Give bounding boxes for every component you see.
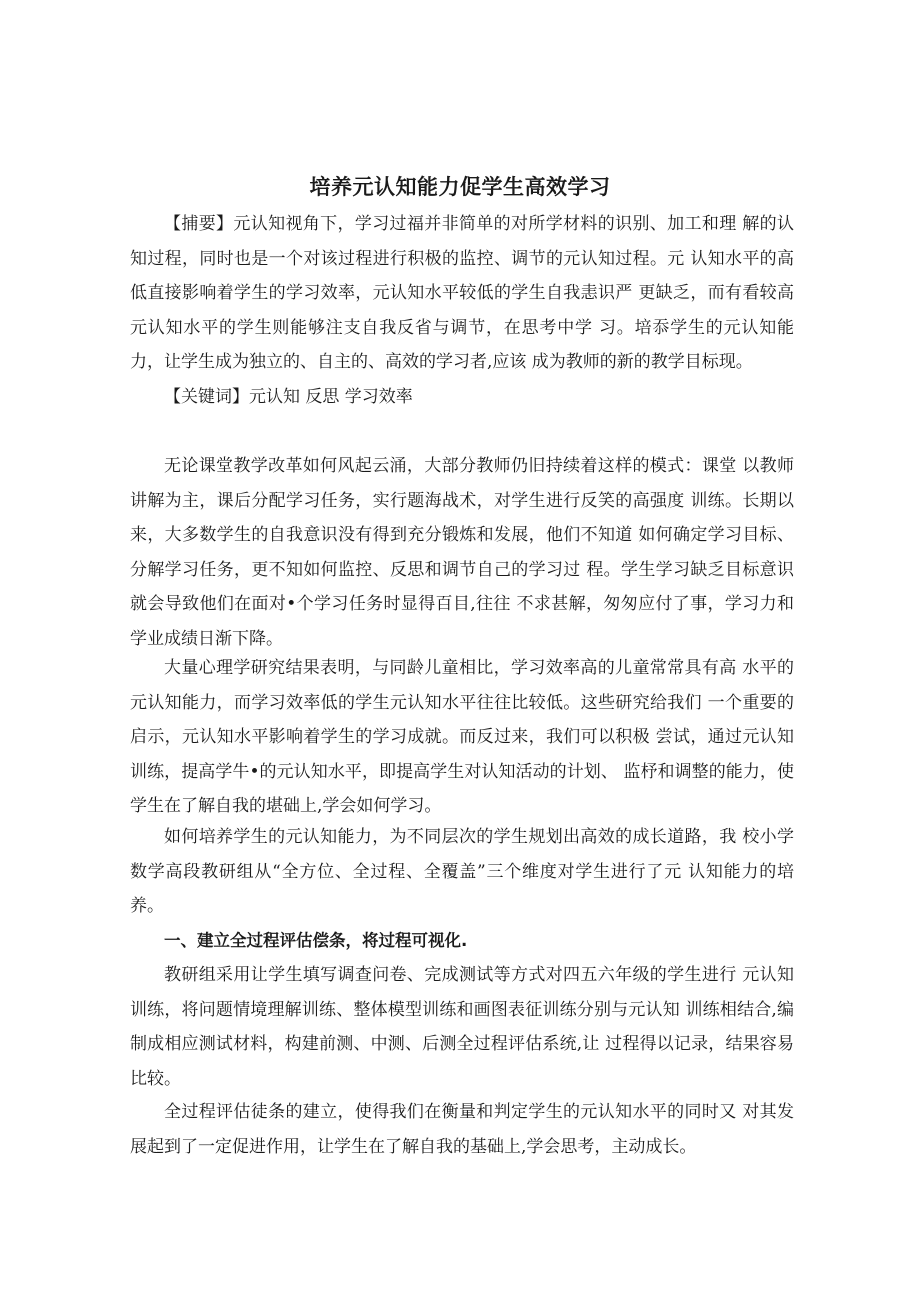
- abstract-paragraph: 【捕要】元认知视角下，学习过福并非简单的对所学材料的识别、加工和理 解的认知过程，同时也是一个对该过程进行积极的监控、调节的元认知过程。元 认知水平的高低直接影响着学生的学习效率，元认知水平较低的学生自我恚识严 更缺乏，而有看较高元认知水平的学生则能够注支自我反省与调节，在思考中学 习。培忝学生的元认知能力，让学生成为独立的、自主的、高效的学习者,应该 成为教师的新的教学目标现。: [130, 214, 794, 372]
- body-paragraph: 无论课堂教学改革如何风起云涌，大部分教师仍旧持续着这样的模式：课堂 以教师讲解为主，课后分配学习任务，实行题海战术，对学生进行反笑的高强度 训练。长期以来，大多数学生的自我意识没有得到充分锻炼和发展，他们不知道 如何确定学习目标、分解学习任务，更不知如何监控、反思和调节自己的学习过 程。学生学习缺乏目标意识就会导致他们在面对•个学习任务时显得百目,往往 不求甚解，匆匆应付了事，学习力和学业成绩日渐下降。: [130, 456, 794, 649]
- section-paragraph: 教研组采用让学生填写调查问卷、完成测试等方式对四五六年级的学生进行 元认知训练，将问题情境理解训练、整体模型训练和画图表征训练分别与元认知 训练相结合,编制成相应测试材料，构建前测、中测、后测全过程评估系统,让 过程得以记录，结果容易比较。: [130, 965, 794, 1089]
- body-paragraph: 如何培养学生的元认知能力，为不同层次的学生规划出高效的成长道路，我 校小学数学高段教研组从“全方位、全过程、全覆盖”三个维度对学生进行了元 认知能力的培养。: [130, 827, 794, 916]
- document-title: 培养元认知能力促学生高效学习: [309, 175, 611, 199]
- body-paragraph: 大量心理学研究结果表明，与同龄儿童相比，学习效率高的儿童常常具有高 水平的元认知能力，而学习效率低的学生元认知水平往往比较低。这些研究给我们 一个重要的启示，元认知水平影响着学生的学习成就。而反过来，我们可以积极 尝试，通过元认知训练，提高学牛•的元认知水平，即提高学生对认知活动的计划、 监杼和调整的能力，使学生在了解自我的堪础上,学会如何学习。: [130, 658, 794, 816]
- section-heading: 一、建立全过程评估偿条，将过程可视化.: [164, 931, 468, 950]
- keywords-line: 【关键词】元认知 反思 学习效率: [164, 387, 413, 407]
- section-paragraph: 全过程评估徒条的建立，使得我们在衡量和判定学生的元认知水平的同时又 对其发展起到了一定促进作用，让学生在了解自我的基础上,学会思考，主动成长。: [130, 1102, 794, 1157]
